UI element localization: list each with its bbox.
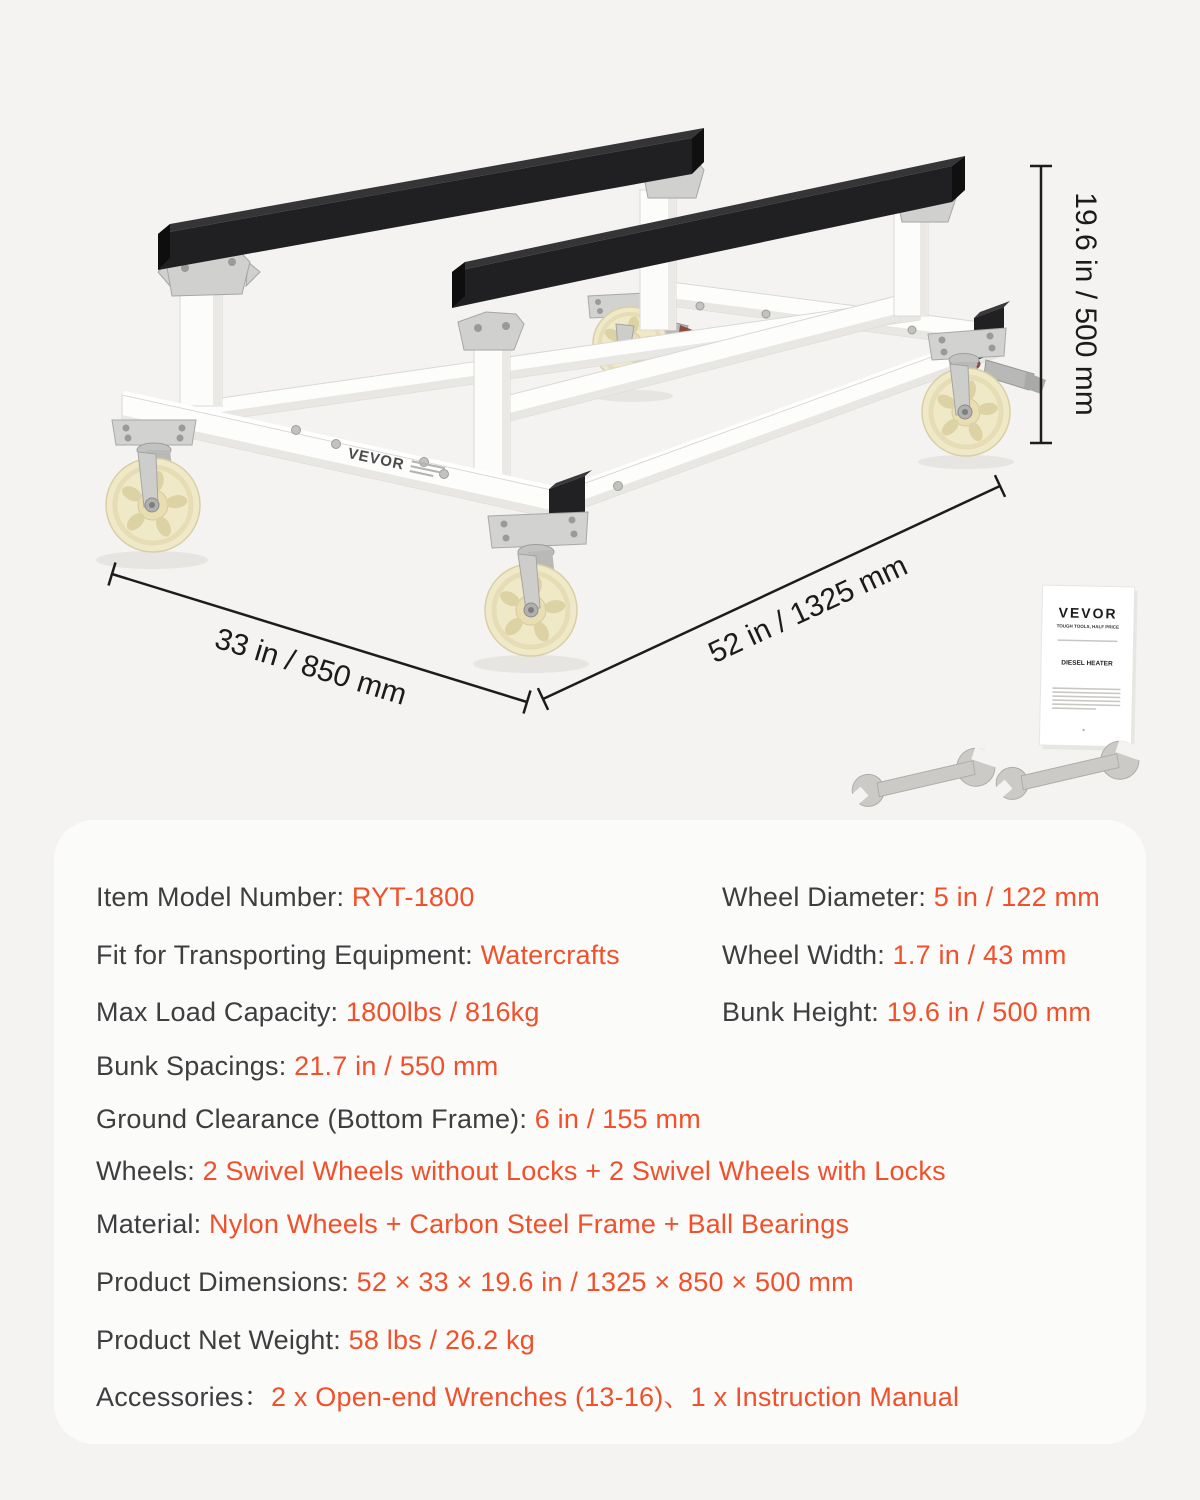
- spec-label: Product Dimensions:: [96, 1267, 357, 1297]
- caster-front-left: [106, 420, 200, 552]
- spec-value: 5 in / 122 mm: [933, 882, 1100, 912]
- spec-row-clearance: [96, 1103, 701, 1135]
- caster-right-locked: [922, 328, 1046, 456]
- dimension-line-height: [1030, 166, 1052, 443]
- manual-brand-text: VEVOR: [1058, 604, 1118, 622]
- support-post-rear-left: [180, 288, 222, 406]
- manual-card: [1039, 585, 1137, 751]
- spec-value: 21.7 in / 550 mm: [294, 1051, 499, 1081]
- spec-value: 2 x Open-end Wrenches (13-16)、1 x Instruction Manual: [270, 1382, 960, 1412]
- spec-label: Wheels:: [96, 1156, 203, 1186]
- support-post-rear-right: [894, 212, 928, 316]
- spec-row-capacity: [96, 996, 540, 1028]
- dimension-height-label: 19.6 in / 500 mm: [1069, 192, 1102, 416]
- dimension-line-width: [109, 563, 531, 714]
- dimension-length-label: 52 in / 1325 mm: [703, 548, 913, 670]
- manual-tagline-text: TOUGH TOOLS, HALF PRICE: [1056, 623, 1120, 630]
- caster-bottom-center: [485, 512, 588, 656]
- spec-row-material: [96, 1208, 849, 1240]
- spec-value: 1800lbs / 816kg: [345, 997, 540, 1027]
- spec-label: Material:: [96, 1209, 210, 1239]
- spec-value: 2 Swivel Wheels without Locks + 2 Swivel Wheels with Locks: [202, 1156, 946, 1186]
- spec-label: Wheel Diameter:: [722, 882, 934, 912]
- dimension-line-length: [538, 475, 1005, 710]
- spec-row-wheel-diameter: [722, 881, 1100, 913]
- frame-brand-text: VEVOR: [346, 444, 407, 474]
- spec-value: 52 × 33 × 19.6 in / 1325 × 850 × 500 mm: [356, 1267, 854, 1297]
- dimension-width-label: 33 in / 850 mm: [211, 622, 411, 712]
- spec-value: Nylon Wheels + Carbon Steel Frame + Ball Bearings: [209, 1209, 850, 1239]
- spec-row-bunk-spacing: [96, 1050, 498, 1082]
- spec-row-fit: [96, 939, 620, 971]
- spec-label: Fit for Transporting Equipment:: [96, 940, 481, 970]
- spec-row-model: [96, 881, 475, 913]
- spec-value: 1.7 in / 43 mm: [892, 940, 1067, 970]
- support-post-front-left: [474, 344, 510, 482]
- spec-value: RYT-1800: [351, 882, 475, 912]
- spec-label: Ground Clearance (Bottom Frame):: [96, 1104, 535, 1134]
- manual-title-text: DIESEL HEATER: [1061, 659, 1113, 668]
- spec-label: Bunk Spacings:: [96, 1051, 295, 1081]
- spec-label: Product Net Weight:: [96, 1325, 349, 1355]
- spec-row-weight: [96, 1324, 535, 1356]
- spec-value: 58 lbs / 26.2 kg: [348, 1325, 535, 1355]
- spec-label: Bunk Height:: [722, 997, 887, 1027]
- spec-row-accessories: [96, 1381, 959, 1413]
- spec-row-wheel-width: [722, 939, 1067, 971]
- spec-value: 19.6 in / 500 mm: [886, 997, 1092, 1027]
- spec-label: Accessories：: [96, 1382, 271, 1412]
- spec-row-bunk-height: [722, 996, 1091, 1028]
- spec-label: Wheel Width:: [722, 940, 893, 970]
- wrench-icon: [839, 743, 1005, 811]
- spec-label: Item Model Number:: [96, 882, 352, 912]
- spec-value: Watercrafts: [480, 940, 620, 970]
- spec-row-dimensions: [96, 1266, 854, 1298]
- spec-row-wheels: [96, 1155, 946, 1187]
- spec-value: 6 in / 155 mm: [534, 1104, 701, 1134]
- spec-label: Max Load Capacity:: [96, 997, 346, 1027]
